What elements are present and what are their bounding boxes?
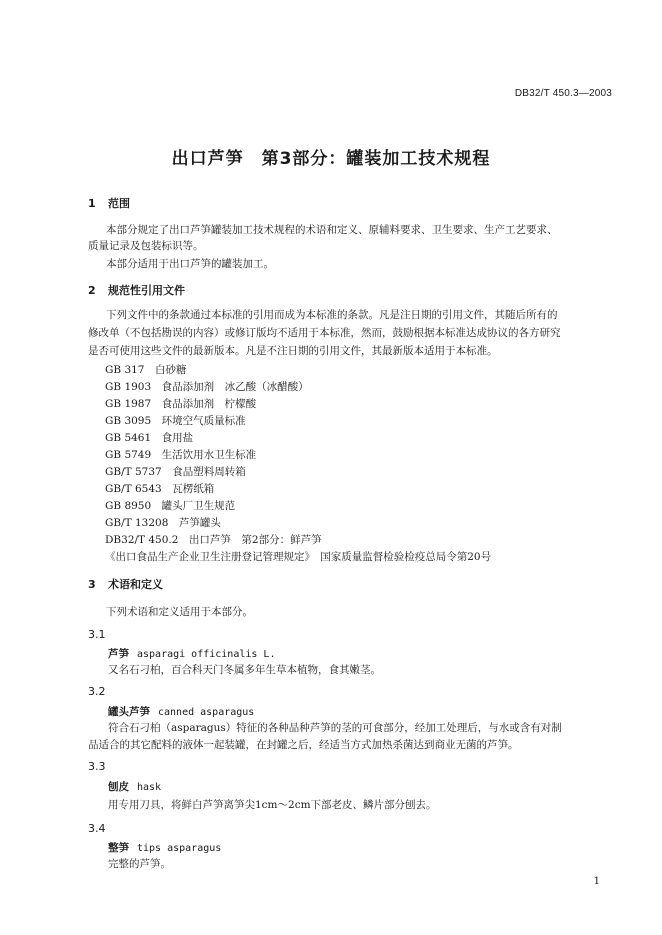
term-name-zh: 整笋	[108, 842, 129, 854]
ref-item: GB 8950 罐头厂卫生规范	[105, 500, 236, 512]
ref-item: 《出口食品生产企业卫生注册登记管理规定》 国家质量监督检验检疫总局令第20号	[105, 551, 492, 563]
section-number: 3	[88, 578, 96, 591]
ref-item: GB 5749 生活饮用水卫生标准	[105, 449, 257, 461]
section-2-heading	[88, 282, 185, 298]
standard-code: DB32/T 450.3—2003	[514, 88, 612, 99]
refs-intro-line3: 是否可使用这些文件的最新版本。凡是不注日期的引用文件，其最新版本适用于本标准。	[88, 345, 498, 357]
term-name	[108, 840, 221, 855]
ref-item: GB 1987 食品添加剂 柠檬酸	[105, 398, 257, 410]
ref-item: GB/T 5737 食品塑料周转箱	[105, 466, 246, 478]
terms-intro: 下列术语和定义适用于本部分。	[106, 606, 253, 618]
refs-intro-line2: 修改单（不包括勘误的内容）或修订版均不适用于本标准，然而，鼓励根据本标准达成协议的各方研究	[88, 327, 561, 339]
ref-item: GB/T 13208 芦笋罐头	[105, 517, 221, 529]
section-number: 2	[88, 284, 96, 297]
ref-item: GB 5461 食用盐	[105, 432, 194, 444]
section-title: 规范性引用文件	[108, 284, 185, 297]
term-name-zh: 罐头芦笋	[108, 706, 150, 718]
term-definition-line2: 品适合的其它配料的液体一起装罐，在封罐之后，经适当方式加热杀菌达到商业无菌的芦笋。	[88, 739, 519, 751]
term-name-zh: 刨皮	[108, 781, 129, 793]
term-name	[108, 779, 161, 794]
term-definition-line1: 符合石刁柏（asparagus）特征的各种品种芦笋的茎的可食部分，经加工处理后，与水或含有对制	[108, 722, 562, 734]
term-name	[108, 704, 254, 719]
section-3-heading	[88, 576, 163, 592]
scope-para1-line2: 质量记录及包装标识等。	[88, 240, 204, 252]
term-name-en: asparagi officinalis L.	[137, 649, 276, 660]
term-name	[108, 646, 275, 661]
term-name-en: tips asparagus	[137, 843, 222, 854]
section-title: 术语和定义	[108, 578, 163, 591]
ref-item: GB 1903 食品添加剂 冰乙酸（冰醋酸）	[105, 381, 309, 393]
section-number: 1	[88, 197, 96, 210]
page-number: 1	[593, 876, 600, 887]
ref-item: DB32/T 450.2 出口芦笋 第2部分：鲜芦笋	[105, 534, 322, 546]
term-name-en: canned asparagus	[158, 707, 255, 718]
term-number: 3.3	[88, 760, 106, 773]
ref-item: GB/T 6543 瓦楞纸箱	[105, 483, 215, 495]
document-title: 出口芦笋 第3部分：罐装加工技术规程	[171, 149, 491, 169]
term-definition: 用专用刀具，将鲜白芦笋离笋尖1cm～2cm下部老皮、鳞片部分刨去。	[108, 799, 437, 811]
term-name-en: hask	[137, 782, 162, 793]
ref-item: GB 317 白砂糖	[105, 364, 187, 376]
scope-para2: 本部分适用于出口芦笋的罐装加工。	[106, 258, 274, 270]
section-title: 范围	[108, 197, 130, 210]
term-number: 3.2	[88, 685, 106, 698]
term-definition: 又名石刁柏，百合科天门冬属多年生草本植物，食其嫩茎。	[108, 664, 381, 676]
section-1-heading	[88, 195, 130, 211]
ref-item: GB 3095 环境空气质量标准	[105, 415, 246, 427]
term-number: 3.4	[88, 822, 106, 835]
term-number: 3.1	[88, 628, 106, 641]
term-name-zh: 芦笋	[108, 648, 129, 660]
scope-para1-line1: 本部分规定了出口芦笋罐装加工技术规程的术语和定义、原辅料要求、卫生要求、生产工艺要求、	[106, 224, 558, 236]
term-definition: 完整的芦笋。	[108, 858, 171, 870]
refs-intro-line1: 下列文件中的条款通过本标准的引用而成为本标准的条款。凡是注日期的引用文件，其随后所有的	[106, 309, 558, 321]
